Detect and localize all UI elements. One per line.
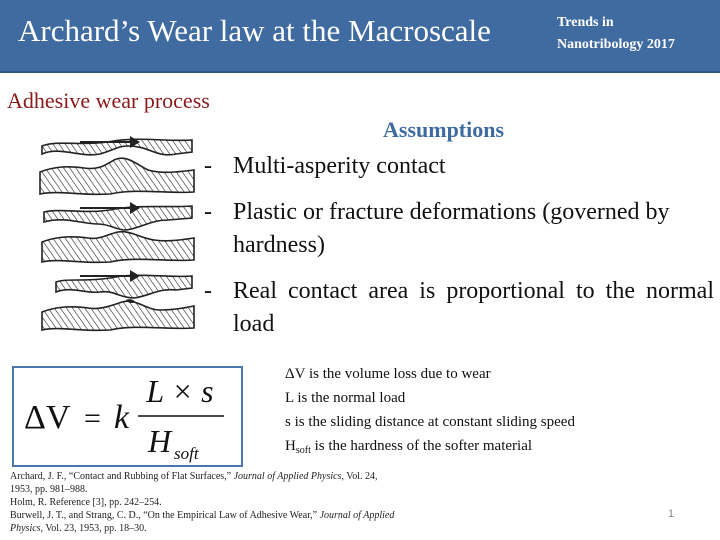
reference-journal: Journal of Applied Physics, [233,471,344,482]
definition-line: s is the sliding distance at constant sliding speed [285,414,575,430]
formula-numerator: L × s [146,373,214,409]
wear-sketch-2 [38,200,198,268]
formula-denominator-subscript: soft [174,444,199,463]
formula-equals: = [84,402,101,435]
assumption-item [204,196,714,262]
definition-line [285,434,575,463]
bullet-dash: - [204,199,212,225]
formula-box [12,366,243,467]
definition-text: is the hardness of the softer material [310,438,533,454]
references [10,470,480,535]
assumption-text: Multi-asperity contact [233,153,446,179]
assumption-item [204,150,714,183]
reference-text: Vol. 24, [346,471,378,482]
conference-line-1: Trends in [557,15,614,30]
formula-k: k [114,399,130,436]
formula-lhs: ΔV [24,399,71,436]
reference-line [10,509,480,522]
conference-line-2: Nanotribology 2017 [557,37,675,52]
reference-line: 1953, pp. 981–988. [10,484,88,495]
definition-symbol: H [285,438,296,454]
reference-text: Archard, J. F., “Contact and Rubbing of Flat Surfaces,” [10,471,232,482]
archard-equation [14,368,241,465]
reference-line: Holm, R. Reference [3], pp. 242–254. [10,497,162,508]
definition-subscript: soft [295,445,311,456]
reference-text: Burwell, J. T., and Strang, C. D., “On the Empirical Law of Adhesive Wear,” [10,510,318,521]
definition-line: ΔV is the volume loss due to wear [285,366,491,382]
assumption-text: Plastic or fracture deformations (governed by hardness) [233,199,670,258]
wear-sketch-1 [38,132,198,200]
variable-definitions [285,362,575,463]
bullet-dash: - [204,278,212,304]
reference-journal: Journal of Applied [319,510,395,521]
reference-text: Vol. 23, 1953, pp. 18–30. [45,523,147,534]
section-heading: Adhesive wear process [7,88,210,113]
definition-line: L is the normal load [285,390,406,406]
conference-label [557,12,717,56]
assumptions-heading: Assumptions [383,117,505,142]
assumption-text: Real contact area is proportional to the normal load [233,278,714,337]
assumption-item [204,275,714,341]
title-bar [0,0,720,73]
slide-title: Archard’s Wear law at the Macroscale [18,13,491,48]
slide-number: 1 [668,508,675,520]
wear-sketch-3 [38,268,198,336]
reference-journal: Physics, [10,523,44,534]
formula-denominator: H [148,423,172,459]
reference-line [10,470,480,483]
reference-line [10,522,480,535]
bullet-dash: - [204,153,212,179]
